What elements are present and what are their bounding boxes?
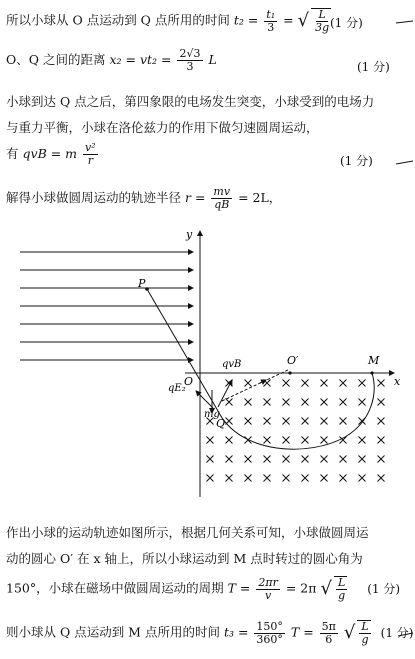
solution-step-1 <box>6 8 333 34</box>
fraction-denominator: r <box>87 154 93 167</box>
field-cross-icon <box>378 456 385 463</box>
step-3-var: qvB = m <box>22 146 78 161</box>
field-cross-icon <box>264 456 271 463</box>
label-mg: mg <box>204 409 220 420</box>
step-2-tail: L <box>208 52 217 67</box>
paragraph-2-line-1: 作出小球的运动轨迹如图所示，根据几何关系可知，小球做圆周运 <box>6 525 369 540</box>
step-1-text: 所以小球从 O 点运动到 Q 点所用的时间 <box>6 12 230 28</box>
field-cross-icon <box>283 418 290 425</box>
solution-step-4 <box>6 186 281 211</box>
field-cross-icon <box>245 475 252 482</box>
x-axis-label: x <box>394 375 401 388</box>
fraction-denominator: g <box>338 589 346 602</box>
field-cross-icon <box>207 437 214 444</box>
field-cross-icon <box>340 399 347 406</box>
field-cross-icon <box>302 399 309 406</box>
fraction-denominator: 6 <box>325 632 333 646</box>
label-o: O <box>184 375 194 388</box>
fraction-numerator: L <box>361 620 369 633</box>
point-o-prime <box>288 371 291 374</box>
field-cross-icon <box>378 475 385 482</box>
field-cross-icon <box>321 475 328 482</box>
label-q: Q <box>216 417 226 430</box>
step-3-fraction <box>83 142 98 167</box>
step-3-text: 有 <box>6 146 19 161</box>
step-2-var: x₂ = vt₂ = <box>109 52 172 67</box>
fraction-numerator: mv <box>213 185 231 198</box>
period-var: T = <box>227 580 251 596</box>
fraction-numerator: L <box>337 576 346 589</box>
field-cross-icon <box>359 437 366 444</box>
field-cross-icon <box>359 456 366 463</box>
step-5-mid: T = <box>290 624 314 640</box>
label-qe2: qE₂ <box>168 383 186 394</box>
label-qvb: qvB <box>222 359 242 370</box>
step-4-fraction <box>211 186 232 211</box>
step-4-tail: = 2L， <box>238 190 282 205</box>
field-cross-icon <box>302 456 309 463</box>
field-cross-icon <box>283 437 290 444</box>
field-cross-icon <box>245 456 252 463</box>
step-5-fraction-1 <box>254 621 285 646</box>
fraction-denominator: v <box>265 588 272 602</box>
step-1-sqrt <box>298 8 334 34</box>
step-5-score: (1 分) <box>380 625 414 640</box>
field-cross-icon <box>226 475 233 482</box>
field-cross-icon <box>283 399 290 406</box>
field-cross-icon <box>340 380 347 387</box>
field-cross-icon <box>302 475 309 482</box>
circular-trajectory <box>218 373 374 449</box>
field-cross-icon <box>340 456 347 463</box>
solution-step-2 <box>6 48 217 73</box>
step-5-var: t₃ = <box>223 624 249 640</box>
fraction-denominator: 3 <box>267 20 275 34</box>
check-mark-icon <box>395 158 415 168</box>
fraction-numerator: v² <box>85 141 96 154</box>
fraction-numerator: 2√3 <box>179 47 201 60</box>
step-5-text: 则小球从 Q 点运动到 M 点所用的时间 <box>6 624 220 640</box>
sqrt-fraction <box>334 576 347 602</box>
paragraph-2-line-3 <box>6 576 400 602</box>
radius-dashed <box>222 369 290 401</box>
field-cross-icon <box>264 475 271 482</box>
field-cross-icon <box>245 380 252 387</box>
field-cross-icon <box>321 437 328 444</box>
fraction-denominator: g <box>361 633 369 646</box>
point-m <box>370 371 373 374</box>
step-2-text: O、Q 之间的距离 <box>6 52 106 67</box>
label-o-prime: O′ <box>287 354 299 367</box>
field-cross-icon <box>378 380 385 387</box>
field-cross-icon <box>321 418 328 425</box>
fraction-denominator: 3 <box>186 60 194 73</box>
field-cross-icon <box>283 475 290 482</box>
radical-sign: √ <box>343 622 356 643</box>
fraction-denominator: 360° <box>256 632 283 646</box>
field-cross-icon <box>226 399 233 406</box>
field-cross-icon <box>245 399 252 406</box>
field-cross-icon <box>226 456 233 463</box>
field-cross-icon <box>264 399 271 406</box>
fraction-numerator: L <box>318 8 326 21</box>
period-text: 150°，小球在磁场中做圆周运动的周期 <box>6 580 224 596</box>
step-4-var: r = <box>185 190 206 205</box>
fraction-numerator: 2πr <box>258 575 278 589</box>
field-cross-icon <box>283 380 290 387</box>
sqrt-fraction <box>357 620 370 646</box>
field-cross-icon <box>340 418 347 425</box>
step-2-fraction <box>177 48 202 73</box>
field-cross-icon <box>302 437 309 444</box>
field-cross-icon <box>378 418 385 425</box>
field-cross-icon <box>302 380 309 387</box>
fraction-denominator: 3g <box>315 21 330 34</box>
point-p <box>145 287 149 291</box>
radical-sign: √ <box>297 10 310 31</box>
paragraph-1-line-1: 小球到达 Q 点之后，第四象限的电场发生突变，小球受到的电场力 <box>6 94 375 109</box>
step-1-score: (1 分) <box>330 16 363 30</box>
step-4-text: 解得小球做圆周运动的轨迹半径 <box>6 190 182 205</box>
paragraph-2-line-2: 动的圆心 O′ 在 x 轴上，所以小球运动到 M 点时转过的圆心角为 <box>6 551 363 566</box>
period-mid: = 2π <box>285 580 317 596</box>
field-cross-icon <box>340 475 347 482</box>
fraction-numerator: t₁ <box>266 7 276 21</box>
label-p: P <box>138 277 146 290</box>
step-3-score: (1 分) <box>340 154 373 168</box>
fraction-numerator: 5π <box>321 619 336 633</box>
field-cross-icon <box>302 418 309 425</box>
step-1-fraction <box>264 9 277 34</box>
step-1-var: t₂ = <box>233 12 259 28</box>
label-m: M <box>368 354 380 367</box>
y-axis-label: y <box>186 228 193 241</box>
period-fraction <box>256 577 280 602</box>
step-5-sqrt <box>344 620 373 646</box>
field-cross-icon <box>245 418 252 425</box>
motion-diagram <box>0 225 415 505</box>
solution-step-5 <box>6 620 414 646</box>
sqrt-fraction <box>311 8 331 34</box>
field-cross-icon <box>207 456 214 463</box>
field-cross-icon <box>378 399 385 406</box>
electric-field-lines <box>20 252 193 360</box>
step-5-fraction-2 <box>320 621 338 646</box>
field-cross-icon <box>378 437 385 444</box>
check-mark-icon <box>395 18 415 28</box>
field-cross-icon <box>359 380 366 387</box>
radical-sign: √ <box>320 578 332 599</box>
paragraph-1-line-2: 与重力平衡，小球在洛伦兹力的作用下做匀速圆周运动， <box>6 120 319 135</box>
fraction-numerator: 150° <box>256 619 283 633</box>
field-cross-icon <box>264 437 271 444</box>
field-cross-icon <box>264 418 271 425</box>
field-cross-icon <box>321 399 328 406</box>
field-cross-icon <box>321 380 328 387</box>
field-cross-icon <box>283 456 290 463</box>
fraction-denominator: qB <box>214 198 230 211</box>
step-2-score: (1 分) <box>357 60 390 74</box>
period-sqrt <box>320 576 349 602</box>
field-cross-icon <box>359 399 366 406</box>
field-cross-icon <box>207 475 214 482</box>
field-cross-icon <box>226 437 233 444</box>
solution-step-3 <box>6 142 100 167</box>
field-cross-icon <box>321 456 328 463</box>
field-cross-icon <box>359 475 366 482</box>
period-score: (1 分) <box>367 581 401 596</box>
equals-sign: = <box>283 12 294 28</box>
